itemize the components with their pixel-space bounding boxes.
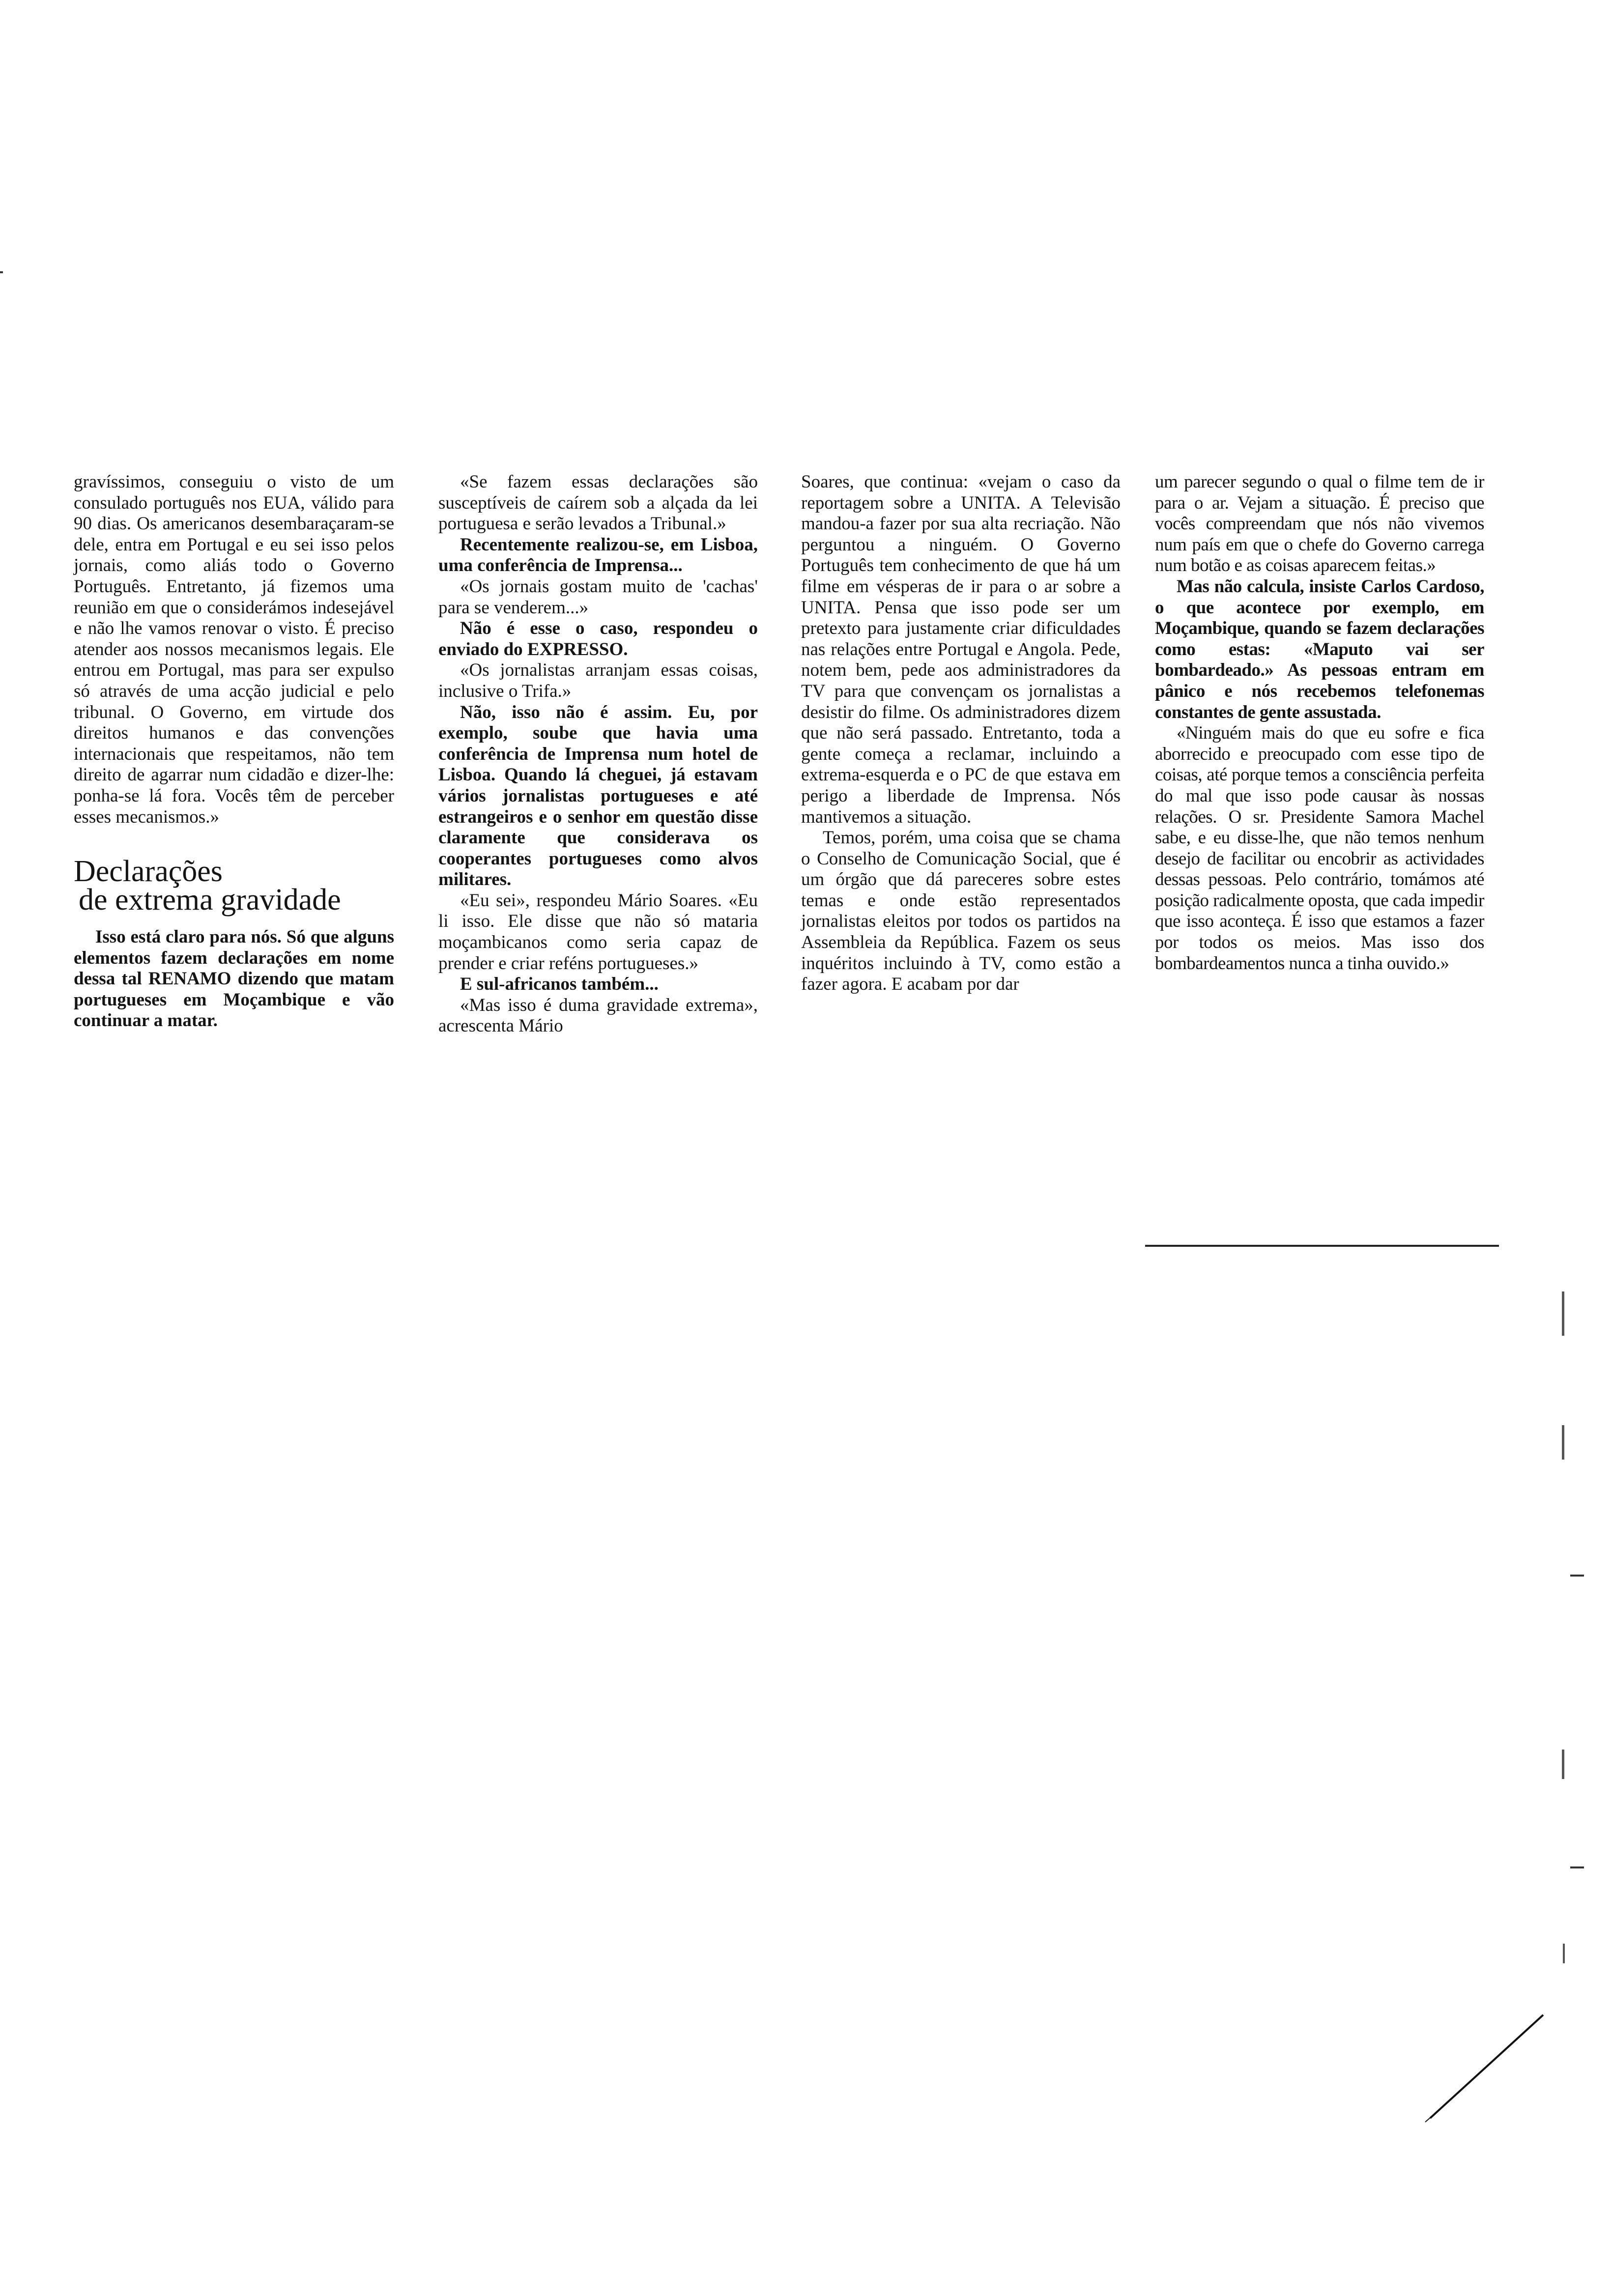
interviewer-question: E sul-africanos também...	[460, 974, 659, 995]
scan-edge-mark	[0, 271, 3, 273]
scan-edge-mark	[1570, 1866, 1584, 1868]
interviewer-question: Mas não calcula, insiste Carlos Cardoso, o que acontece por exemplo, em Moçambique, quando se fazem declarações como estas: «Maputo vai ser bombardeado.» As pessoas entram em pânico e nós recebemos telefonemas constantes de gente assustada.	[1155, 576, 1484, 722]
paragraph: «Mas isso é duma gravidade extrema», acrescenta Mário	[438, 995, 758, 1036]
pen-stroke-tail	[1425, 2111, 1438, 2122]
interviewer-question: Isso está claro para nós. Só que alguns elementos fazem declarações em nome dessa tal RENAMO dizendo que matam portugueses em Moçambique e vão continuar a matar.	[74, 927, 394, 1031]
scan-edge-mark	[1563, 1944, 1565, 1963]
pen-stroke-mark	[1430, 2015, 1543, 2118]
paragraph: gravíssimos, conseguiu o visto de um consulado português nos EUA, válido para 90 dias. Os americanos desembaraçaram-se dele, entra em Portugal e eu sei isso pelos jornais, como aliás todo o Governo Português. Entretanto, já fizemos uma reunião em que o considerámos indesejável e não lhe vamos renovar o visto. É preciso atender aos nossos mecanismos legais. Ele entrou em Portugal, mas para ser expulso só através de uma acção judicial e pelo tribunal. O Governo, em virtude dos direitos humanos e das convenções internacionais que respeitamos, não tem direito de agarrar num cidadão e dizer-lhe: ponha-se lá fora. Vocês têm de perceber esses mecanismos.»	[74, 472, 394, 827]
interviewer-question: Não é esse o caso, respondeu o enviado do EXPRESSO.	[438, 618, 758, 660]
paragraph: «Ninguém mais do que eu sofre e fica aborrecido e preocupado com esse tipo de coisas, até porque temos a consciência perfeita do mal que isso pode causar às nossas relações. O sr. Presidente Samora Machel sabe, e eu disse-lhe, que não temos nenhum desejo de facilitar ou encobrir as actividades dessas pessoas. Pelo contrário, tomámos até posição radicalmente oposta, que cada impedir que isso aconteça. É isso que estamos a fazer por todos os meios. Mas isso dos bombardeamentos nunca a tinha ouvido.»	[1155, 723, 1484, 974]
paragraph: «Os jornalistas arranjam essas coisas, inclusive o Trifa.»	[438, 660, 758, 701]
scan-edge-mark	[1562, 1292, 1564, 1336]
paragraph: «Se fazem essas declarações são susceptíveis de caírem sob a alçada da lei portuguesa e serão levados a Tribunal.»	[438, 472, 758, 534]
interviewer-question: Não, isso não é assim. Eu, por exemplo, soube que havia uma conferência de Imprensa num hotel de Lisboa. Quando lá cheguei, já estavam vários jornalistas portugueses e até estrangeiros e o senhor em questão disse claramente que considerava os cooperantes portugueses como alvos militares.	[438, 702, 758, 890]
paragraph: Soares, que continua: «vejam o caso da reportagem sobre a UNITA. A Televisão mandou-a fazer por sua alta recriação. Não perguntou a ninguém. O Governo Português tem conhecimento de que há um filme em vésperas de ir para o ar sobre a UNITA. Pensa que isso pode ser um pretexto para justamente criar dificuldades nas relações entre Portugal e Angola. Pede, notem bem, pede aos administradores da TV para que convençam os jornalistas a desistir do filme. Os administradores dizem que não será passado. Entretanto, toda a gente começa a reclamar, incluindo a extrema-esquerda e o PC de que estava em perigo a liberdade de Imprensa. Nós mantivemos a situação.	[801, 472, 1121, 827]
paragraph: Temos, porém, uma coisa que se chama o Conselho de Comunicação Social, que é um órgão que dá pareceres sobre estes temas e onde estão representados jornalistas eleitos por todos os partidos na Assembleia da República. Fazem os seus inquéritos incluindo à TV, como estão a fazer agora. E acabam por dar	[801, 828, 1121, 995]
scan-edge-mark	[1570, 1575, 1584, 1577]
interviewer-question: Recentemente realizou-se, em Lisboa, uma conferência de Imprensa...	[438, 534, 758, 576]
paragraph: um parecer segundo o qual o filme tem de ir para o ar. Vejam a situação. É preciso que vocês compreendam que nós não vivemos num país em que o chefe do Governo carrega num botão e as coisas aparecem feitas.»	[1155, 472, 1484, 576]
scan-edge-mark	[1562, 1425, 1564, 1460]
headline-line-1: Declarações	[74, 855, 223, 889]
headline-line-2: de extrema gravidade	[79, 883, 341, 917]
paragraph: «Os jornais gostam muito de 'cachas' para se venderem...»	[438, 576, 758, 618]
scan-edge-mark	[1562, 1750, 1564, 1779]
paragraph: «Eu sei», respondeu Mário Soares. «Eu li isso. Ele disse que não só mataria moçambicanos como seria capaz de prender e criar reféns portugueses.»	[438, 890, 758, 974]
